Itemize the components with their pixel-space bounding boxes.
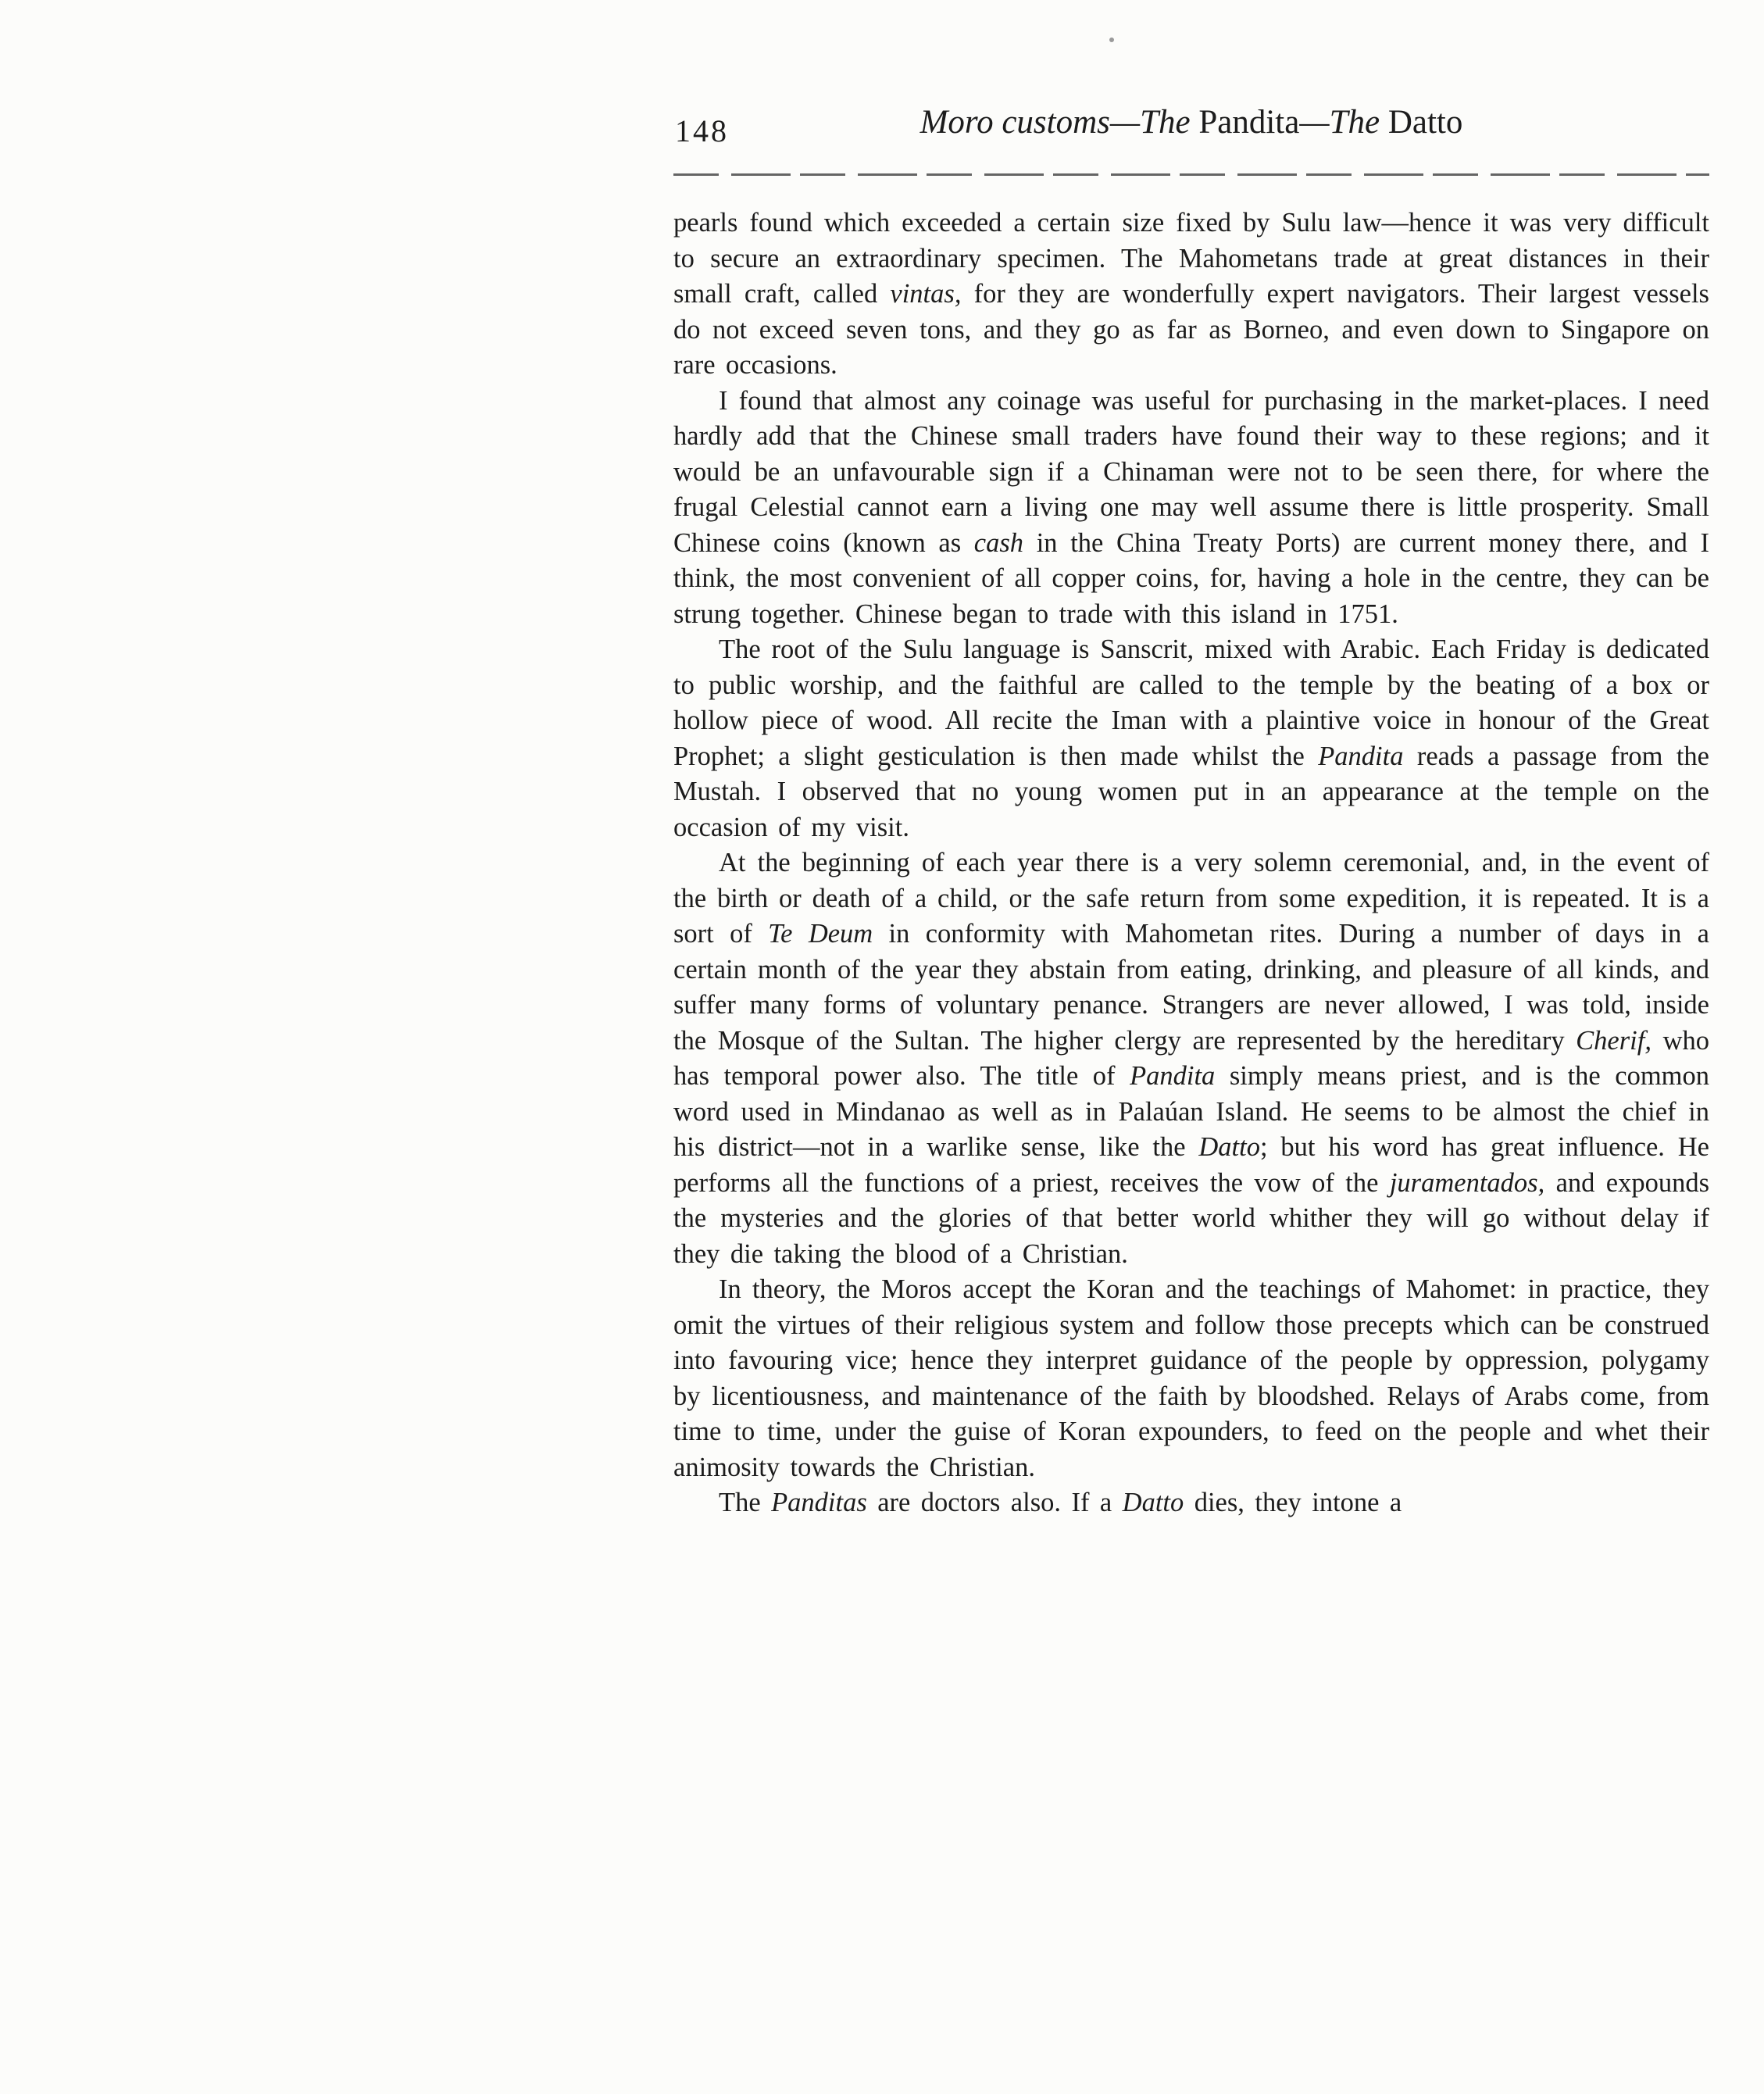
italic-term: juramentados, bbox=[1389, 1167, 1545, 1198]
text-run: in the China Treaty Ports) are current money there, and I think, the most convenient of all copper coins, for, having a hole in the centre, they can be strung together. Chinese began to trade with this island in 1751. bbox=[673, 527, 1709, 629]
paragraph bbox=[673, 384, 1709, 633]
page-header bbox=[673, 103, 1709, 164]
text-run: The root of the Sulu language is Sanscrit, mixed with Arabic. Each Friday is dedicated to public worship, and the faithful are called to the temple by the beating of a box or hollow piece of wood. All recite the Iman with a plaintive voice in honour of the Great Prophet; a slight gesticulation is then made whilst the bbox=[673, 634, 1709, 771]
paragraph bbox=[673, 845, 1709, 1272]
paragraph bbox=[673, 205, 1709, 384]
text-run: ; but his word has great influence. He performs all the functions of a priest, receives the vow of the bbox=[673, 1132, 1709, 1198]
italic-term: vintas, bbox=[890, 279, 962, 309]
running-title bbox=[673, 103, 1709, 141]
text-run: At the beginning of each year there is a very solemn ceremonial, and, in the event of the birth or death of a child, or the safe return from some expedition, it is repeated. It is a sort of bbox=[673, 848, 1709, 949]
italic-term: cash bbox=[973, 527, 1024, 558]
text-run: dies, they intone a bbox=[1184, 1488, 1402, 1517]
paragraph bbox=[673, 632, 1709, 845]
text-run: are doctors also. If a bbox=[866, 1488, 1123, 1517]
paragraph bbox=[673, 1272, 1709, 1485]
italic-term: Te Deum bbox=[768, 919, 873, 949]
italic-term: Cherif, bbox=[1576, 1025, 1652, 1056]
header-rule bbox=[673, 173, 1709, 176]
text-run: In theory, the Moros accept the Koran and the teachings of Mahomet: in practice, they omit the virtues of their religious system and follow those precepts which can be construed into favouring vice; hence they interpret guidance of the people by oppression, polygamy by licentiousness, and maintenance of the faith by bloodshed. Relays of Arabs come, from time to time, under the guise of Koran expounders, to feed on the people and whet their animosity towards the Christian. bbox=[673, 1274, 1709, 1482]
title-segment-italic: Moro customs—The bbox=[919, 104, 1199, 141]
text-run: reads a passage from the Mustah. I observed that no young women put in an appearance at the temple on the occasion of my visit. bbox=[673, 741, 1709, 842]
text-run: in conformity with Mahometan rites. During a number of days in a certain month of the year they abstain from eating, drinking, and pleasure of all kinds, and suffer many forms of voluntary penance. Strangers are never allowed, I was told, inside the Mosque of the Sultan. The higher clergy are represented by the hereditary bbox=[673, 919, 1709, 1056]
text-run: I found that almost any coinage was useful for purchasing in the market-places. I need hardly add that the Chinese small traders have found their way to these regions; and it would be an unfavourable sign if a Chinaman were not to be seen there, for where the frugal Celestial cannot earn a living one may well assume there is little prosperity. Small Chinese coins (known as bbox=[673, 385, 1709, 558]
italic-term: Pandita bbox=[1318, 741, 1404, 771]
paragraph bbox=[673, 1485, 1709, 1521]
page-body bbox=[673, 205, 1709, 1521]
text-run: for they are wonderfully expert navigators. Their largest vessels do not exceed seven tons, and they go as far as Borneo, and even down to Singapore on rare occasions. bbox=[673, 279, 1709, 380]
scan-speck bbox=[1109, 38, 1114, 42]
text-run: who has temporal power also. The title of bbox=[673, 1025, 1709, 1091]
title-segment-roman: Datto bbox=[1387, 104, 1463, 141]
title-segment-italic: — bbox=[1299, 104, 1330, 141]
text-run: simply means priest, and is the common word used in Mindanao as well as in Palaúan Island. He seems to be almost the chief in his district—not in a warlike sense, like the bbox=[673, 1061, 1709, 1162]
italic-term: Datto bbox=[1122, 1488, 1184, 1517]
italic-term: Panditas bbox=[771, 1488, 867, 1517]
text-run: and expounds the mysteries and the glories of that better world whither they will go without delay if they die taking the blood of a Christian. bbox=[673, 1167, 1709, 1269]
title-segment-roman: Pandita bbox=[1198, 104, 1300, 141]
text-run: The bbox=[719, 1488, 772, 1517]
page-content bbox=[673, 103, 1709, 1521]
title-segment-italic: The bbox=[1329, 104, 1388, 141]
page-number: 148 bbox=[675, 113, 729, 148]
text-run: pearls found which exceeded a certain size fixed by Sulu law—hence it was very difficult to secure an extraordinary specimen. The Mahometans trade at great distances in their small craft, called bbox=[673, 208, 1709, 309]
italic-term: Datto bbox=[1198, 1132, 1260, 1162]
italic-term: Pandita bbox=[1130, 1061, 1216, 1091]
